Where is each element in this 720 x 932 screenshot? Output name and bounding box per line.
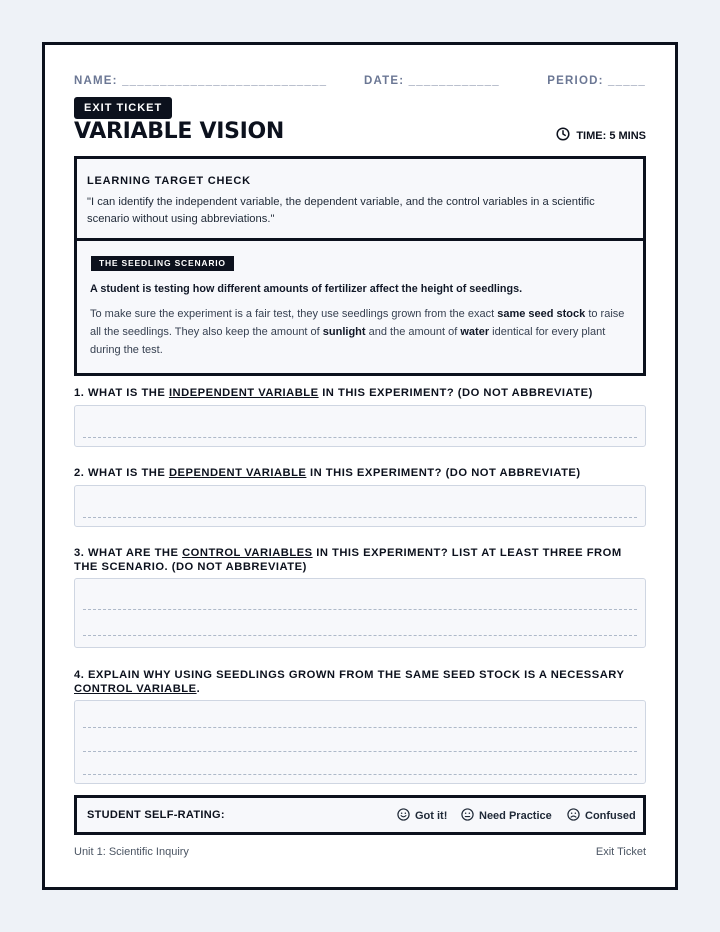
scenario-emphasis: water bbox=[460, 326, 490, 338]
self-rating-label: STUDENT SELF-RATING: bbox=[87, 809, 225, 821]
question-4 bbox=[74, 668, 646, 696]
question-text: IN THIS EXPERIMENT? (DO NOT ABBREVIATE) bbox=[318, 387, 593, 399]
scenario-badge: THE SEEDLING SCENARIO bbox=[91, 256, 234, 271]
question-text: 2. WHAT IS THE bbox=[74, 467, 169, 479]
clock-icon bbox=[556, 127, 570, 144]
question-text: . bbox=[196, 683, 201, 695]
rating-option-confused[interactable] bbox=[567, 808, 636, 824]
answer-line bbox=[83, 635, 637, 636]
question-2 bbox=[74, 466, 646, 480]
exit-ticket-badge: EXIT TICKET bbox=[74, 97, 172, 119]
smile-icon bbox=[397, 808, 410, 824]
answer-line bbox=[83, 751, 637, 752]
question-term: CONTROL VARIABLE bbox=[74, 683, 197, 695]
answer-line bbox=[83, 727, 637, 728]
scenario-emphasis: sunlight bbox=[322, 326, 366, 338]
answer-box-4[interactable] bbox=[74, 700, 646, 784]
time-label: TIME: 5 MINS bbox=[576, 129, 646, 142]
scenario-box bbox=[74, 238, 646, 376]
scenario-text: To make sure the experiment is a fair test, they use seedlings grown from the exact bbox=[90, 308, 498, 320]
rating-option-label: Got it! bbox=[415, 810, 448, 822]
scenario-body bbox=[90, 305, 630, 359]
scenario-lead: A student is testing how different amounts of fertilizer affect the height of seedlings. bbox=[90, 283, 523, 295]
question-text: 1. WHAT IS THE bbox=[74, 387, 169, 399]
answer-box-2[interactable] bbox=[74, 485, 646, 527]
question-term: CONTROL VARIABLES bbox=[182, 547, 313, 559]
name-field[interactable]: NAME: ___________________________ bbox=[74, 75, 328, 87]
learning-target-box bbox=[74, 156, 646, 239]
footer-unit: Unit 1: Scientific Inquiry bbox=[74, 846, 189, 858]
rating-option-label: Need Practice bbox=[479, 810, 552, 822]
answer-line bbox=[83, 774, 637, 775]
time-indicator bbox=[556, 127, 646, 144]
answer-box-1[interactable] bbox=[74, 405, 646, 447]
page-title: VARIABLE VISION bbox=[74, 119, 285, 144]
question-term: INDEPENDENT VARIABLE bbox=[168, 387, 319, 399]
question-term: DEPENDENT VARIABLE bbox=[168, 467, 307, 479]
student-info-row bbox=[74, 75, 646, 91]
rating-option-need-practice[interactable] bbox=[461, 808, 552, 824]
answer-box-3[interactable] bbox=[74, 578, 646, 648]
exit-ticket-page bbox=[42, 42, 678, 890]
rating-option-got-it[interactable] bbox=[397, 808, 447, 824]
question-text: 4. EXPLAIN WHY USING SEEDLINGS GROWN FROM THE SAME SEED STOCK IS A NECESSARY bbox=[74, 669, 625, 681]
confused-face-icon bbox=[567, 808, 580, 824]
date-field[interactable]: DATE: ____________ bbox=[364, 75, 500, 87]
learning-target-heading: LEARNING TARGET CHECK bbox=[87, 175, 251, 187]
learning-target-text: "I can identify the independent variable, the dependent variable, and the control variables in a scientific scenario without using abbreviations." bbox=[87, 196, 595, 225]
scenario-emphasis: same seed stock bbox=[497, 308, 586, 320]
answer-line bbox=[83, 437, 637, 438]
rating-option-label: Confused bbox=[585, 810, 636, 822]
question-1 bbox=[74, 386, 646, 400]
question-text: 3. WHAT ARE THE bbox=[74, 547, 183, 559]
neutral-face-icon bbox=[461, 808, 474, 824]
scenario-text: to raise all the seedlings. They also keep the amount of bbox=[90, 308, 625, 338]
question-3 bbox=[74, 546, 646, 574]
answer-line bbox=[83, 517, 637, 518]
self-rating-bar bbox=[74, 795, 646, 835]
scenario-text: and the amount of bbox=[365, 326, 461, 338]
footer-label: Exit Ticket bbox=[595, 846, 646, 858]
period-field[interactable]: PERIOD: _____ bbox=[547, 75, 646, 87]
answer-line bbox=[83, 609, 637, 610]
question-text: IN THIS EXPERIMENT? LIST AT LEAST THREE FROM THE SCENARIO. (DO NOT ABBREVIATE) bbox=[74, 547, 622, 573]
question-text: IN THIS EXPERIMENT? (DO NOT ABBREVIATE) bbox=[306, 467, 581, 479]
scenario-text: identical for every plant during the test. bbox=[90, 326, 606, 356]
